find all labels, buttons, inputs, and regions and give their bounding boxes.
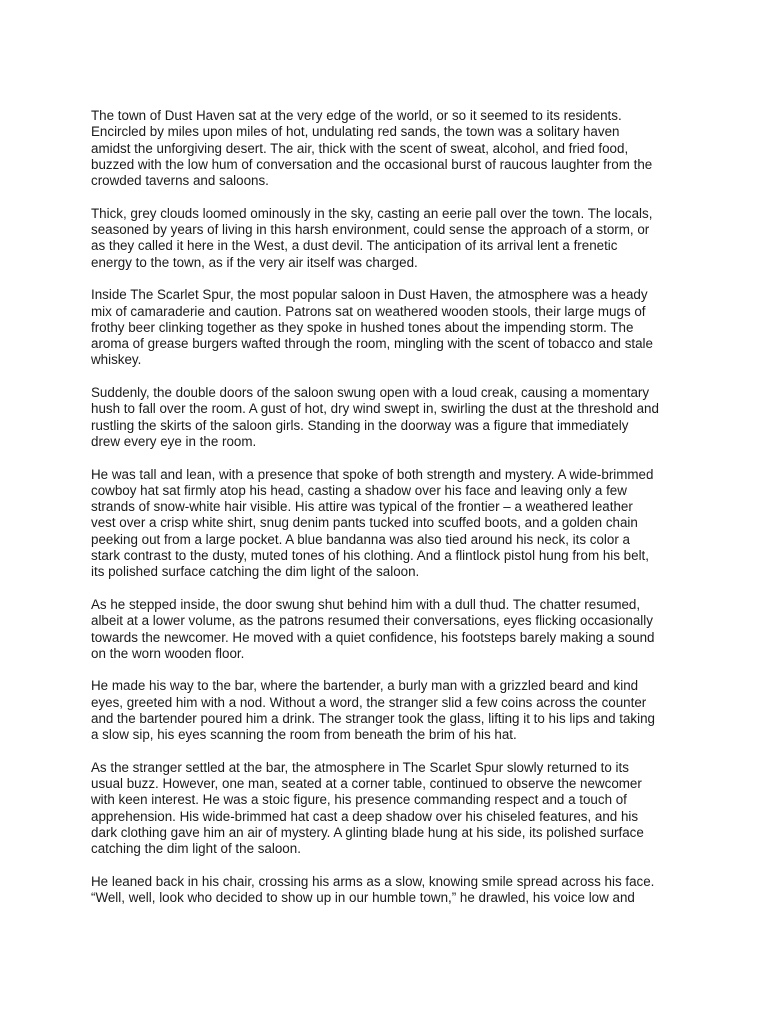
text-line: frothy beer clinking together as they spoke in hushed tones about the impending storm. The xyxy=(91,319,634,335)
text-line: energy to the town, as if the very air itself was charged. xyxy=(91,254,418,270)
paragraph-3 xyxy=(91,287,691,368)
text-line: “Well, well, look who decided to show up in our humble town,” he drawled, his voice low and xyxy=(91,890,635,906)
text-line: amidst the unforgiving desert. The air, thick with the scent of sweat, alcohol, and fried food, xyxy=(91,140,629,156)
paragraph-8 xyxy=(91,760,691,858)
text-line: dark clothing gave him an air of mystery. A glinting blade hung at his side, its polished surface xyxy=(91,825,644,841)
text-line: buzzed with the low hum of conversation and the occasional burst of raucous laughter from the xyxy=(91,156,653,172)
paragraph-2 xyxy=(91,206,691,271)
text-line: and the bartender poured him a drink. The stranger took the glass, lifting it to his lips and taking xyxy=(91,710,655,726)
text-line: catching the dim light of the saloon. xyxy=(91,841,301,857)
text-line: As the stranger settled at the bar, the atmosphere in The Scarlet Spur slowly returned to its xyxy=(91,759,629,775)
text-line: stark contrast to the dusty, muted tones of his clothing. And a flintlock pistol hung from his belt, xyxy=(91,548,649,564)
text-line: aroma of grease burgers wafted through the room, mingling with the scent of tobacco and stale xyxy=(91,336,653,352)
text-line: drew every eye in the room. xyxy=(91,433,257,449)
text-line: strands of snow-white hair visible. His attire was typical of the frontier – a weathered leather xyxy=(91,499,633,515)
document-page xyxy=(91,108,691,923)
text-line: As he stepped inside, the door swung shut behind him with a dull thud. The chatter resumed, xyxy=(91,596,641,612)
text-line: seasoned by years of living in this harsh environment, could sense the approach of a storm, or xyxy=(91,222,650,238)
text-line: He made his way to the bar, where the bartender, a burly man with a grizzled beard and kind xyxy=(91,678,639,694)
text-line: usual buzz. However, one man, seated at a corner table, continued to observe the newcomer xyxy=(91,776,642,792)
paragraph-6 xyxy=(91,597,691,662)
text-line: Suddenly, the double doors of the saloon swung open with a loud creak, causing a momentary xyxy=(91,385,650,401)
text-line: He was tall and lean, with a presence that spoke of both strength and mystery. A wide-brimmed xyxy=(91,466,654,482)
text-line: its polished surface catching the dim light of the saloon. xyxy=(91,564,420,580)
text-line: towards the newcomer. He moved with a quiet confidence, his footsteps barely making a sound xyxy=(91,629,655,645)
text-line: on the worn wooden floor. xyxy=(91,645,245,661)
text-line: peeking out from a large pocket. A blue bandanna was also tied around his neck, its color a xyxy=(91,531,630,547)
text-line: albeit at a lower volume, as the patrons resumed their conversations, eyes flicking occasionally xyxy=(91,613,653,629)
text-line: apprehension. His wide-brimmed hat cast a deep shadow over his chiseled features, and his xyxy=(91,808,639,824)
text-line: Thick, grey clouds loomed ominously in the sky, casting an eerie pall over the town. The locals, xyxy=(91,205,653,221)
text-line: hush to fall over the room. A gust of hot, dry wind swept in, swirling the dust at the threshold and xyxy=(91,401,659,417)
text-line: as they called it here in the West, a dust devil. The anticipation of its arrival lent a frenetic xyxy=(91,238,618,254)
paragraph-4 xyxy=(91,385,691,450)
text-line: eyes, greeted him with a nod. Without a word, the stranger slid a few coins across the counter xyxy=(91,694,647,710)
text-line: whiskey. xyxy=(91,352,142,368)
text-line: a slow sip, his eyes scanning the room from beneath the brim of his hat. xyxy=(91,727,517,743)
text-line: crowded taverns and saloons. xyxy=(91,173,269,189)
text-line: Inside The Scarlet Spur, the most popular saloon in Dust Haven, the atmosphere was a heady xyxy=(91,287,648,303)
text-line: cowboy hat sat firmly atop his head, casting a shadow over his face and leaving only a few xyxy=(91,482,627,498)
text-line: mix of camaraderie and caution. Patrons sat on weathered wooden stools, their large mugs of xyxy=(91,303,646,319)
text-line: vest over a crisp white shirt, snug denim pants tucked into scuffed boots, and a golden chain xyxy=(91,515,638,531)
text-line: He leaned back in his chair, crossing his arms as a slow, knowing smile spread across his face. xyxy=(91,873,655,889)
paragraph-5 xyxy=(91,467,691,581)
paragraph-1 xyxy=(91,108,691,189)
paragraph-7 xyxy=(91,678,691,743)
paragraph-9 xyxy=(91,874,691,907)
text-line: rustling the skirts of the saloon girls. Standing in the doorway was a figure that immediately xyxy=(91,417,629,433)
text-line: with keen interest. He was a stoic figure, his presence commanding respect and a touch of xyxy=(91,792,627,808)
text-line: Encircled by miles upon miles of hot, undulating red sands, the town was a solitary haven xyxy=(91,124,620,140)
text-line: The town of Dust Haven sat at the very edge of the world, or so it seemed to its residents. xyxy=(91,108,622,123)
